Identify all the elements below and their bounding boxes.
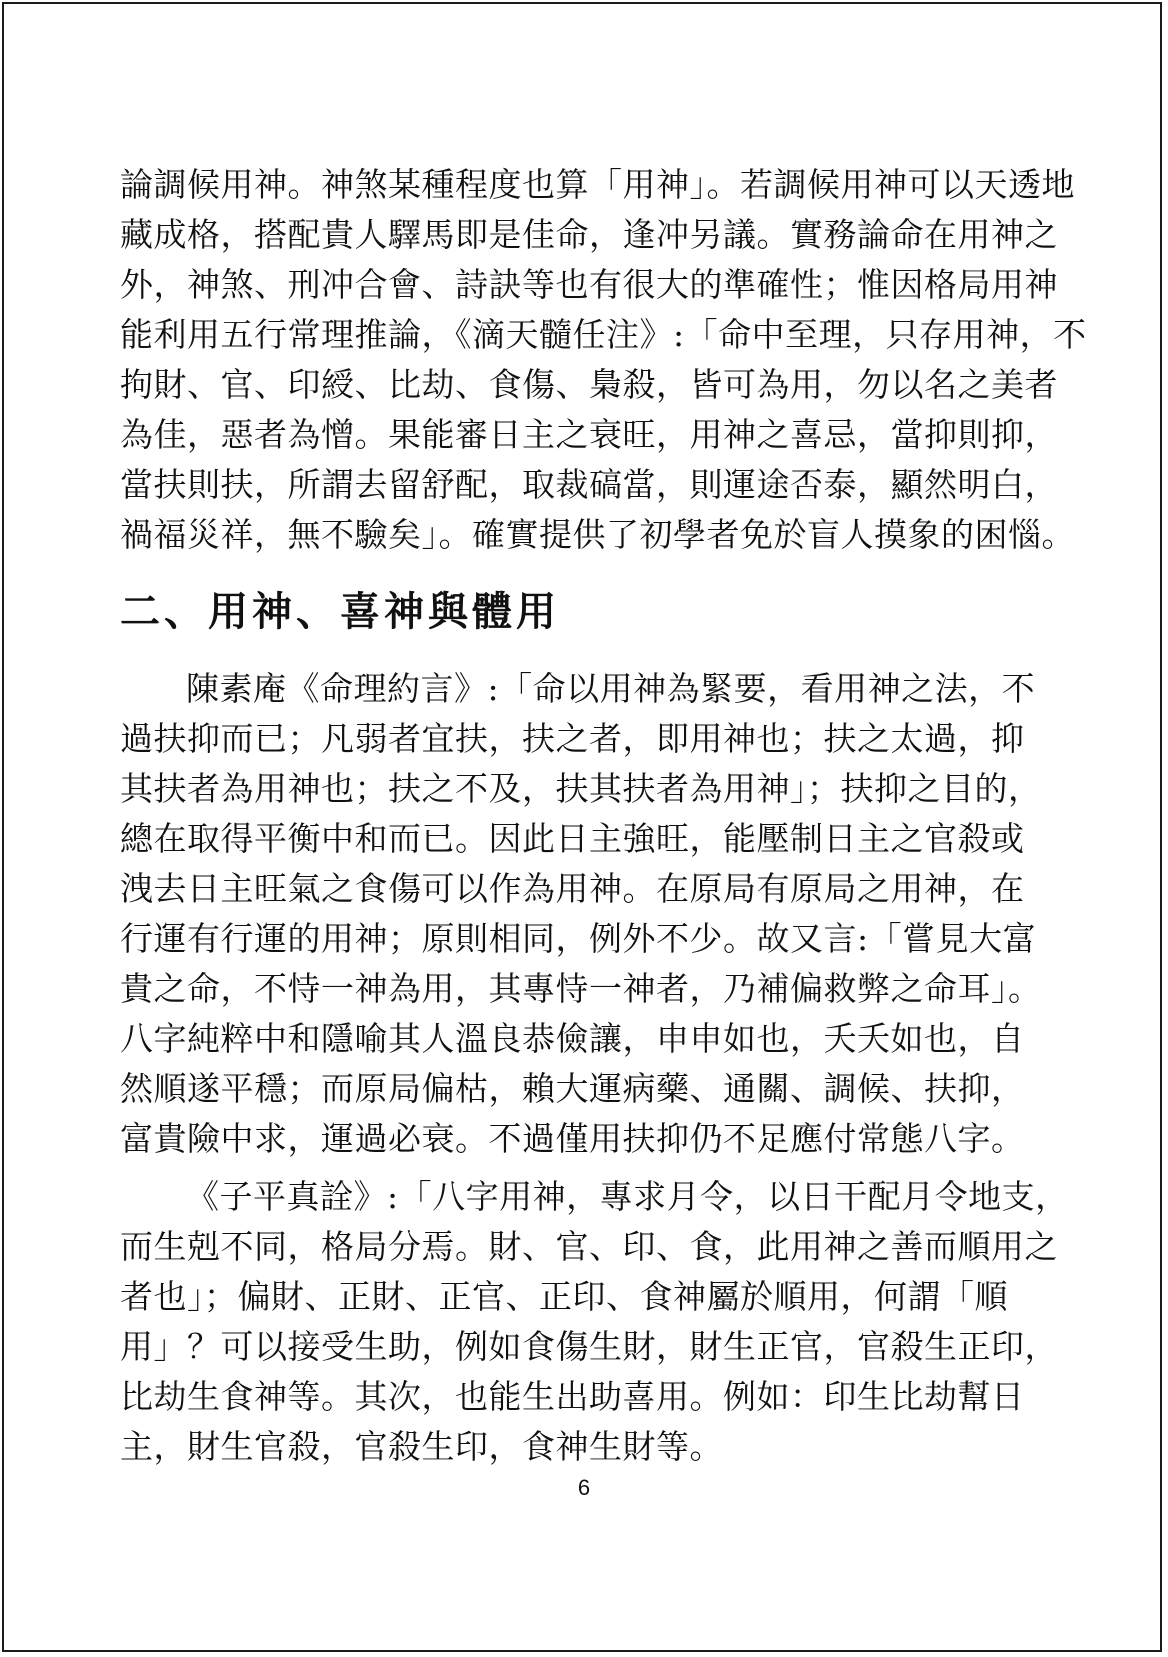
text-line: 總在取得平衡中和而已。因此日主強旺，能壓制日主之官殺或 <box>120 819 1025 858</box>
text-line: 主，財生官殺，官殺生印，食神生財等。 <box>120 1427 723 1466</box>
text-line: 其扶者為用神也；扶之不及，扶其扶者為用神」；扶抑之目的， <box>120 769 1042 808</box>
text-line: 《子平真詮》:「八字用神，專求月令，以日干配月令地支， <box>186 1177 1069 1216</box>
text-line: 用」？可以接受生助，例如食傷生財，財生正官，官殺生正印， <box>120 1327 1058 1366</box>
text-line: 貴之命，不恃一神為用，其專恃一神者，乃補偏救弊之命耳」。 <box>120 969 1042 1008</box>
text-line: 為佳，惡者為憎。果能審日主之衰旺，用神之喜忌，當抑則抑， <box>120 415 1058 454</box>
text-line: 洩去日主旺氣之食傷可以作為用神。在原局有原局之用神，在 <box>120 869 1025 908</box>
paragraph-3 <box>120 1172 1069 1472</box>
text-line: 論調候用神。神煞某種程度也算「用神」。若調候用神可以天透地 <box>120 165 1075 204</box>
text-line: 過扶抑而已；凡弱者宜扶，扶之者，即用神也；扶之太過，抑 <box>120 719 1025 758</box>
page-content <box>120 160 1087 1472</box>
text-line: 而生剋不同，格局分焉。財、官、印、食，此用神之善而順用之 <box>120 1227 1058 1266</box>
text-line: 能利用五行常理推論，《滴天髓任注》:「命中至理，只存用神，不 <box>120 315 1087 354</box>
text-line: 比劫生食神等。其次，也能生出助喜用。例如：印生比劫幫日 <box>120 1377 1025 1416</box>
text-line: 富貴險中求，運過必衰。不過僅用扶抑仍不足應付常態八字。 <box>120 1119 1025 1158</box>
text-line: 者也」；偏財、正財、正官、正印、食神屬於順用，何謂「順 <box>120 1277 1008 1316</box>
paragraph-2 <box>120 664 1050 1164</box>
text-line: 拘財、官、印綬、比劫、食傷、梟殺，皆可為用，勿以名之美者 <box>120 365 1058 404</box>
text-line: 禍福災祥，無不驗矣」。確實提供了初學者免於盲人摸象的困惱。 <box>120 515 1075 554</box>
paragraph-1 <box>120 160 1087 560</box>
page-number: 6 <box>577 1475 591 1500</box>
text-line: 當扶則扶，所謂去留舒配，取裁碻當，則運途否泰，顯然明白， <box>120 465 1058 504</box>
text-line: 外，神煞、刑冲合會、詩訣等也有很大的準確性；惟因格局用神 <box>120 265 1058 304</box>
text-line: 藏成格，搭配貴人驛馬即是佳命，逢冲另議。實務論命在用神之 <box>120 215 1058 254</box>
text-line: 八字純粹中和隱喻其人溫良恭儉讓，申申如也，夭夭如也，自 <box>120 1019 1025 1058</box>
section-heading: 二、用神、喜神與體用 <box>120 589 560 635</box>
text-line: 陳素庵《命理約言》:「命以用神為緊要，看用神之法，不 <box>186 669 1036 708</box>
text-line: 行運有行運的用神；原則相同，例外不少。故又言:「嘗見大富 <box>120 919 1037 958</box>
text-line: 然順遂平穩；而原局偏枯，賴大運病藥、通關、調候、扶抑， <box>120 1069 1025 1108</box>
